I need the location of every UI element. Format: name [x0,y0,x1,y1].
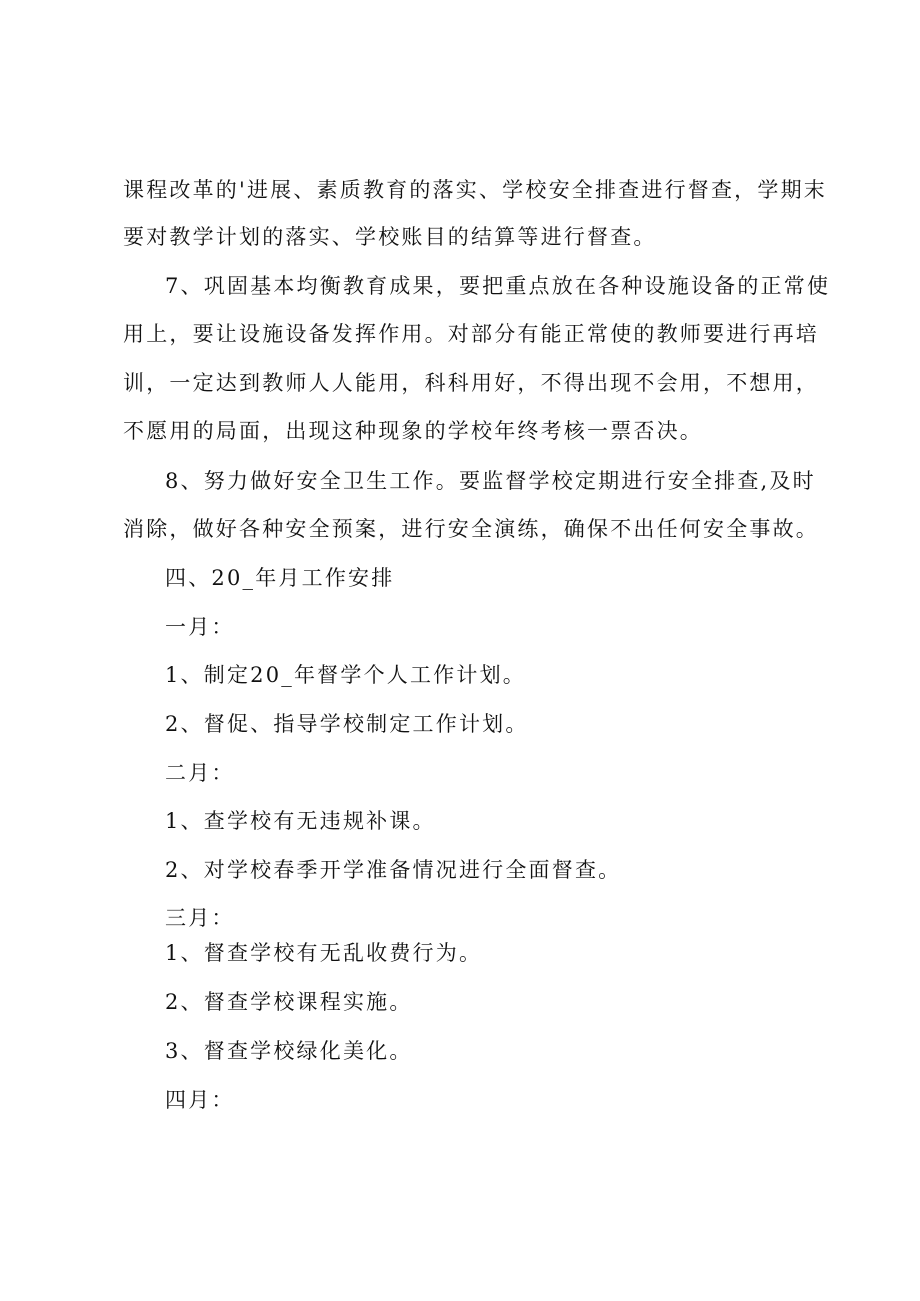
item-7-line: 不愿用的局面，出现这种现象的学校年终考核一票否决。 [123,419,703,443]
list-item: 1、制定20_年督学个人工作计划。 [165,663,526,687]
paragraph-line: 要对教学计划的落实、学校账目的结算等进行督查。 [123,225,657,249]
month-heading-march: 三月： [165,906,235,930]
month-heading-january: 一月： [165,615,235,639]
paragraph-line: 课程改革的'进展、素质教育的落实、学校安全排查进行督查，学期末 [123,178,827,202]
section-heading: 四、20_年月工作安排 [165,566,395,590]
item-8-line: 消除，做好各种安全预案，进行安全演练，确保不出任何安全事故。 [123,517,819,541]
list-item: 3、督查学校绿化美化。 [165,1039,413,1063]
item-8-line: 8、努力做好安全卫生工作。要监督学校定期进行安全排查,及时 [165,469,816,493]
item-7-line: 用上，要让设施设备发挥作用。对部分有能正常使的教师要进行再培 [123,322,819,346]
list-item: 2、督查学校课程实施。 [165,990,413,1014]
list-item: 2、对学校春季开学准备情况进行全面督查。 [165,858,622,882]
month-heading-april: 四月： [165,1088,235,1112]
list-item: 1、查学校有无违规补课。 [165,809,436,833]
month-heading-february: 二月： [165,761,235,785]
list-item: 2、督促、指导学校制定工作计划。 [165,712,529,736]
list-item: 1、督查学校有无乱收费行为。 [165,941,483,965]
item-7-line: 训，一定达到教师人人能用，科科用好，不得出现不会用，不想用， [123,371,819,395]
item-7-line: 7、巩固基本均衡教育成果，要把重点放在各种设施设备的正常使 [165,274,831,298]
